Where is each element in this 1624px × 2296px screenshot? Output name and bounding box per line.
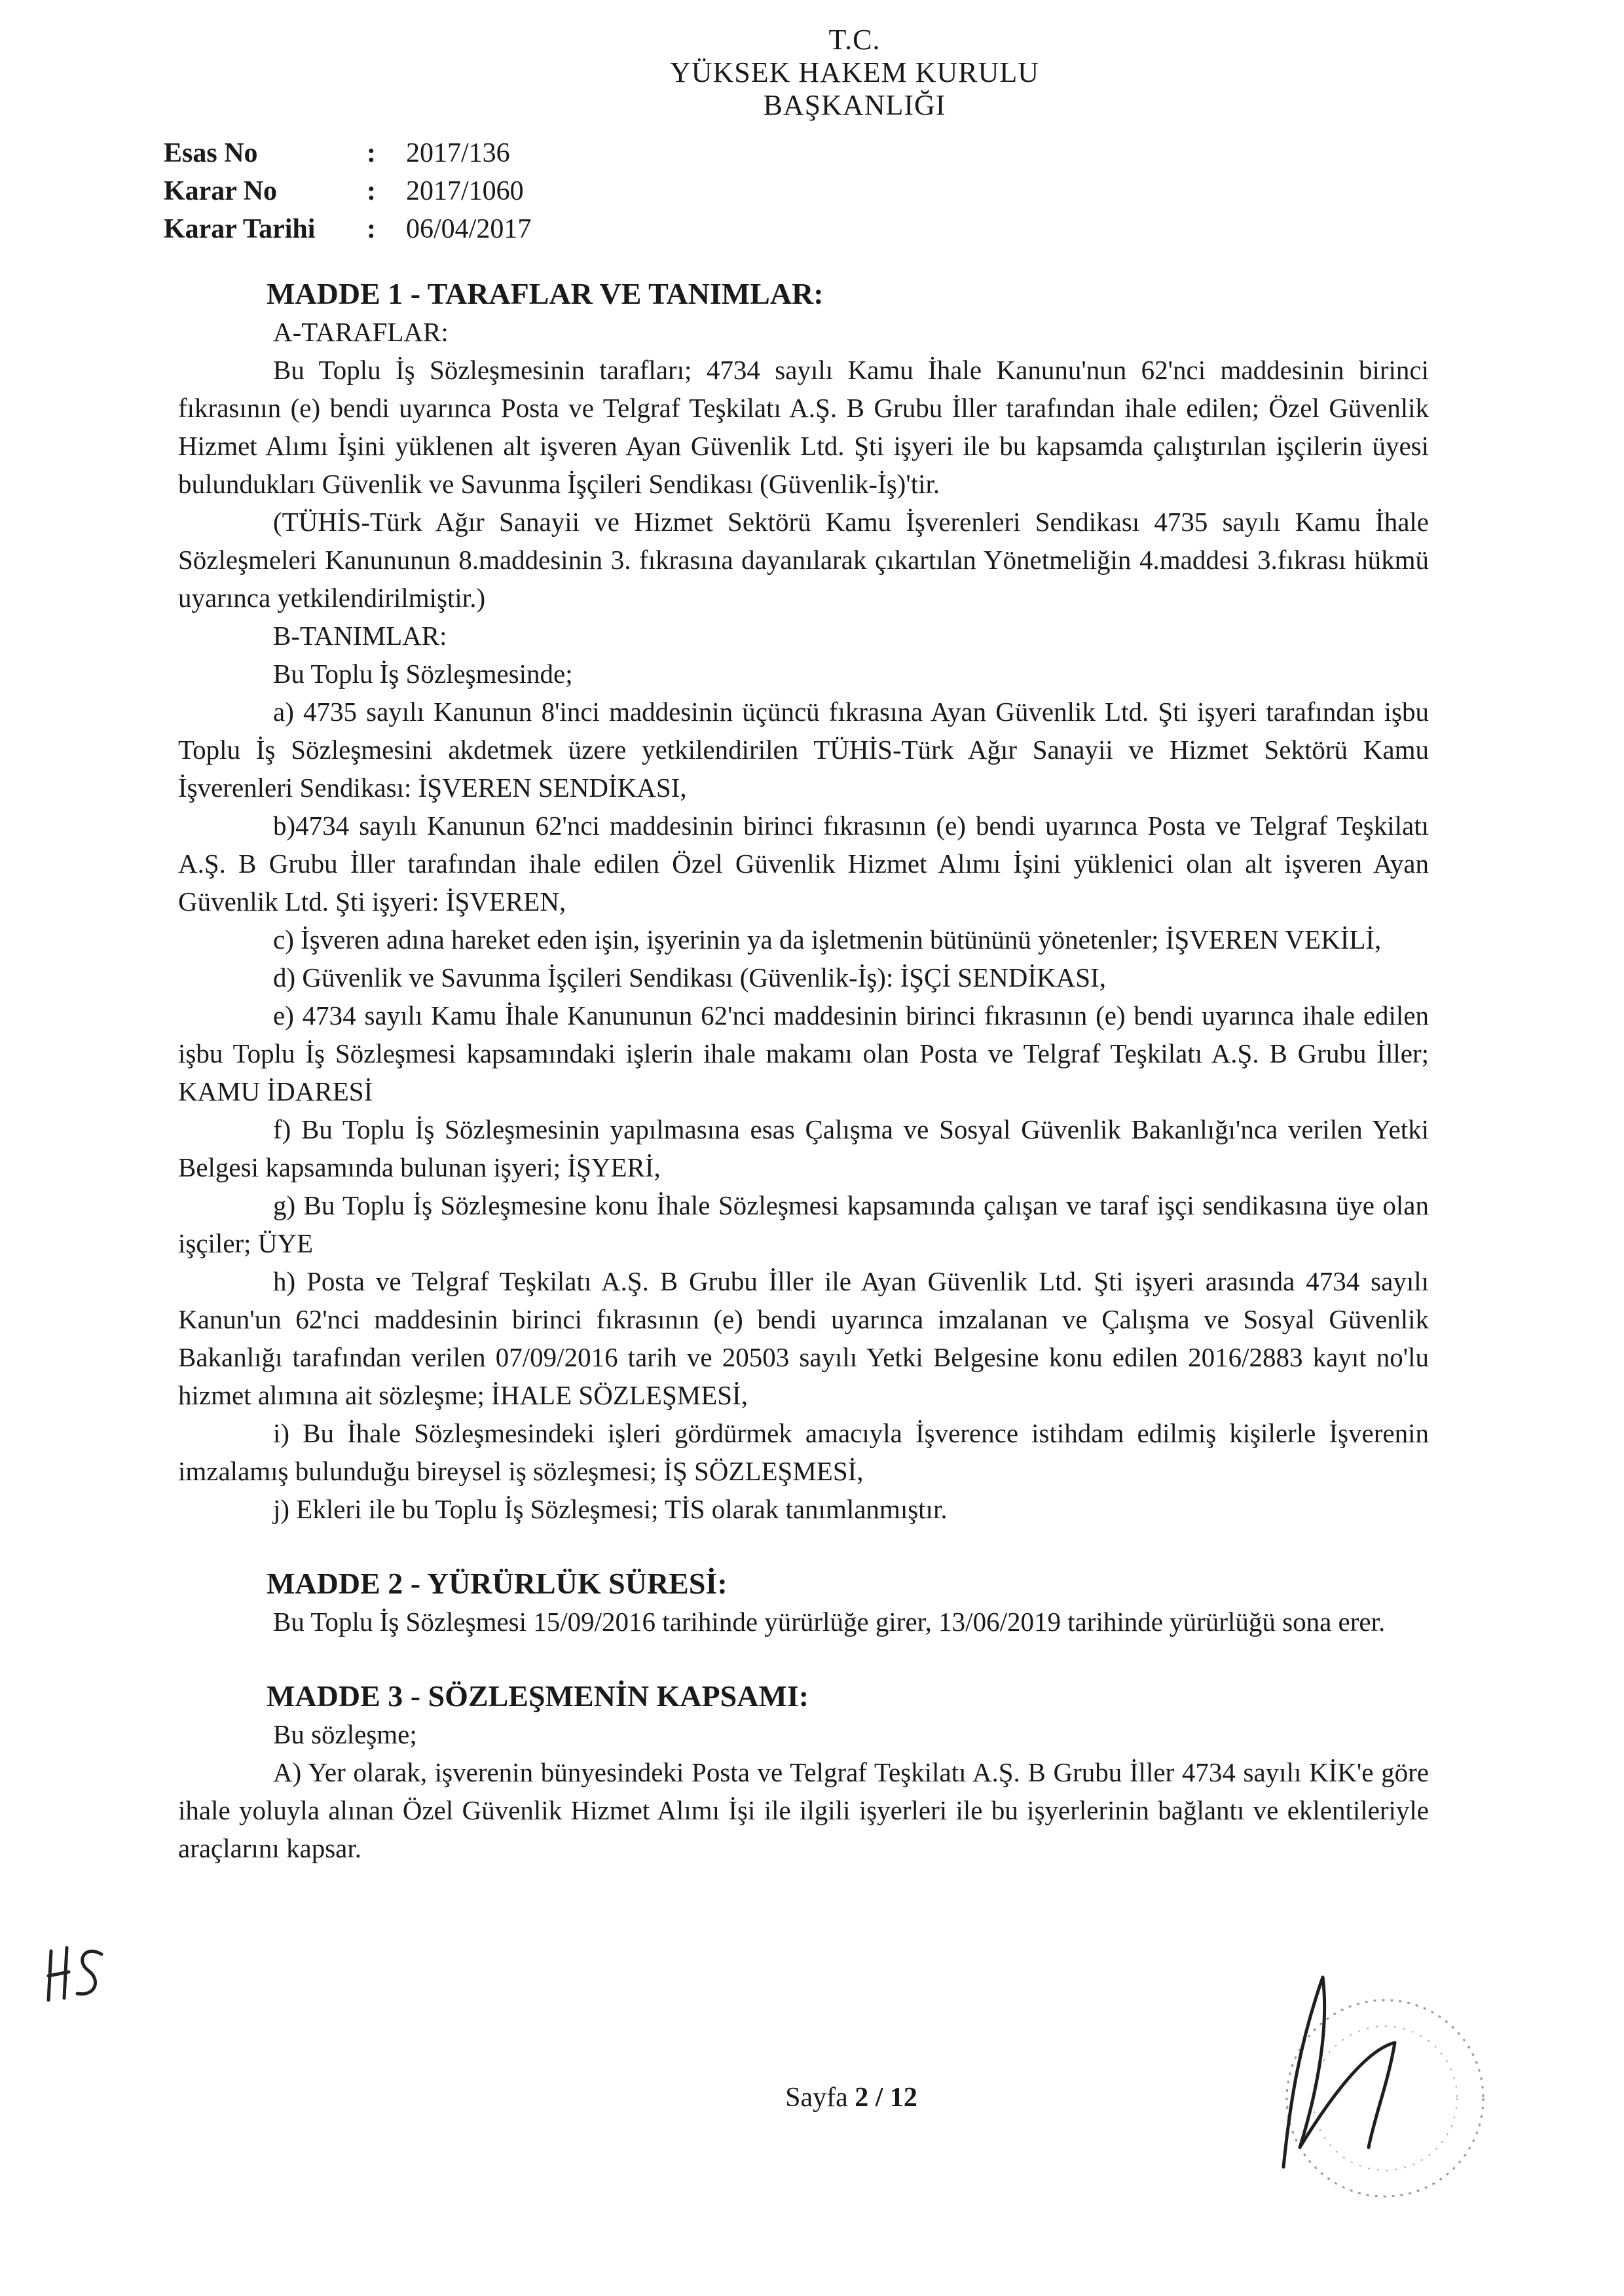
paragraph: (TÜHİS-Türk Ağır Sanayii ve Hizmet Sektörü Kamu İşverenleri Sendikası 4735 sayılı Kamu İhale Sözleşmeleri Kanununun 8.maddesinin 3. fıkrasına dayanılarak çıkartılan Yönetmeliğin 4.maddesi 3.fıkrası hükmü uyarınca yetkilendirilmiştir.)	[178, 507, 1429, 613]
paragraph: Bu Toplu İş Sözleşmesinde;	[273, 659, 573, 689]
definition-item: e) 4734 sayılı Kamu İhale Kanununun 62'nci maddesinin birinci fıkrasının (e) bendi uyarınca ihale edilen işbu Toplu İş Sözleşmesi kapsamındaki işlerin ihale makamı olan Posta ve Telgraf Teşkilatı A.Ş. B Grubu İller; KAMU İDARESİ	[178, 1000, 1429, 1106]
header-line-tc: T.C.	[828, 24, 881, 56]
article-3-heading: MADDE 3 - SÖZLEŞMENİN KAPSAMI:	[267, 1679, 809, 1713]
definition-item: i) Bu İhale Sözleşmesindeki işleri gördürmek amacıyla İşverence istihdam edilmiş kişilerle İşverenin imzalamış bulunduğu bireysel iş sözleşmesi; İŞ SÖZLEŞMESİ,	[178, 1418, 1429, 1486]
definition-item: g) Bu Toplu İş Sözleşmesine konu İhale Sözleşmesi kapsamında çalışan ve taraf işçi sendikasına üye olan işçiler; ÜYE	[178, 1190, 1429, 1258]
case-meta	[164, 134, 531, 248]
signature	[1238, 1951, 1513, 2187]
paragraph: A) Yer olarak, işverenin bünyesindeki Posta ve Telgraf Teşkilatı A.Ş. B Grubu İller 4734 sayılı KİK'e göre ihale yoluyla alınan Özel Güvenlik Hizmet Alımı İşi ile ilgili işyerleri ile bu işyerlerinin bağlantı ve eklentileriyle araçlarını kapsar.	[178, 1757, 1429, 1863]
definition-item: j) Ekleri ile bu Toplu İş Sözleşmesi; TİS olarak tanımlanmıştır.	[273, 1494, 948, 1524]
page-footer	[0, 2082, 1624, 2113]
section-a-heading: A-TARAFLAR:	[273, 317, 449, 347]
meta-colon: :	[367, 138, 376, 168]
definition-item: f) Bu Toplu İş Sözleşmesinin yapılmasına esas Çalışma ve Sosyal Güvenlik Bakanlığı'nca verilen Yetki Belgesi kapsamında bulunan işyeri; İŞYERİ,	[178, 1114, 1429, 1182]
document-body	[178, 275, 1429, 1867]
meta-value: 06/04/2017	[406, 214, 532, 244]
spacer	[178, 1528, 1429, 1565]
section-b-heading: B-TANIMLAR:	[273, 621, 447, 651]
definition-item: h) Posta ve Telgraf Teşkilatı A.Ş. B Grubu İller ile Ayan Güvenlik Ltd. Şti işyeri arasında 4734 sayılı Kanun'un 62'nci maddesinin birinci fıkrasının (e) bendi uyarınca imzalanan ve Çalışma ve Sosyal Güvenlik Bakanlığı tarafından verilen 07/09/2016 tarih ve 20503 sayılı Yetki Belgesine konu edilen 2016/2883 kayıt no'lu hizmet alımına ait sözleşme; İHALE SÖZLEŞMESİ,	[178, 1266, 1429, 1410]
meta-label: Karar Tarihi	[164, 214, 316, 244]
meta-colon: :	[367, 214, 376, 244]
definition-item: b)4734 sayılı Kanunun 62'nci maddesinin birinci fıkrasının (e) bendi uyarınca Posta ve Telgraf Teşkilatı A.Ş. B Grubu İller tarafından ihale edilen Özel Güvenlik Hizmet Alımı İşini yüklenici olan alt işveren Ayan Güvenlik Ltd. Şti işyeri: İŞVEREN,	[178, 811, 1429, 917]
handwritten-initials	[39, 1938, 111, 2010]
meta-value: 2017/1060	[406, 176, 524, 206]
paragraph: Bu Toplu İş Sözleşmesi 15/09/2016 tarihinde yürürlüğe girer, 13/06/2019 tarihinde yürürlüğü sona erer.	[273, 1607, 1386, 1637]
definition-item: a) 4735 sayılı Kanunun 8'inci maddesinin üçüncü fıkrasına Ayan Güvenlik Ltd. Şti işyeri tarafından işbu Toplu İş Sözleşmesini akdetmek üzere yetkilendirilen TÜHİS-Türk Ağır Sanayii ve Hizmet Sektörü Kamu İşverenleri Sendikası: İŞVEREN SENDİKASI,	[178, 697, 1429, 803]
meta-value: 2017/136	[406, 138, 510, 168]
meta-row-karar	[164, 172, 531, 210]
article-1-heading: MADDE 1 - TARAFLAR VE TANIMLAR:	[267, 277, 824, 310]
article-2-heading: MADDE 2 - YÜRÜRLÜK SÜRESİ:	[267, 1567, 728, 1600]
spacer	[178, 1641, 1429, 1677]
document-header	[0, 24, 1624, 122]
paragraph: Bu Toplu İş Sözleşmesinin tarafları; 4734 sayılı Kamu İhale Kanunu'nun 62'nci maddesinin birinci fıkrasının (e) bendi uyarınca Posta ve Telgraf Teşkilatı A.Ş. B Grubu İller tarafından ihale edilen; Özel Güvenlik Hizmet Alımı İşini yüklenen alt işveren Ayan Güvenlik Ltd. Şti işyeri ile bu kapsamda çalıştırılan işçilerin üyesi bulundukları Güvenlik ve Savunma İşçileri Sendikası (Güvenlik-İş)'tir.	[178, 355, 1429, 499]
meta-row-esas	[164, 134, 531, 172]
definition-item: c) İşveren adına hareket eden işin, işyerinin ya da işletmenin bütününü yönetenler; İŞVEREN VEKİLİ,	[273, 924, 1382, 955]
definition-item: d) Güvenlik ve Savunma İşçileri Sendikası (Güvenlik-İş): İŞÇİ SENDİKASI,	[273, 962, 1106, 993]
page-label: Sayfa	[785, 2083, 848, 2113]
header-line-presidency: BAŞKANLIĞI	[763, 89, 946, 121]
paragraph: Bu sözleşme;	[273, 1719, 417, 1749]
meta-label: Esas No	[164, 138, 258, 168]
header-line-court: YÜKSEK HAKEM KURULU	[669, 56, 1040, 88]
meta-row-tarih	[164, 210, 531, 248]
page-number: 2 / 12	[855, 2083, 917, 2113]
meta-colon: :	[367, 176, 376, 206]
meta-label: Karar No	[164, 176, 278, 206]
